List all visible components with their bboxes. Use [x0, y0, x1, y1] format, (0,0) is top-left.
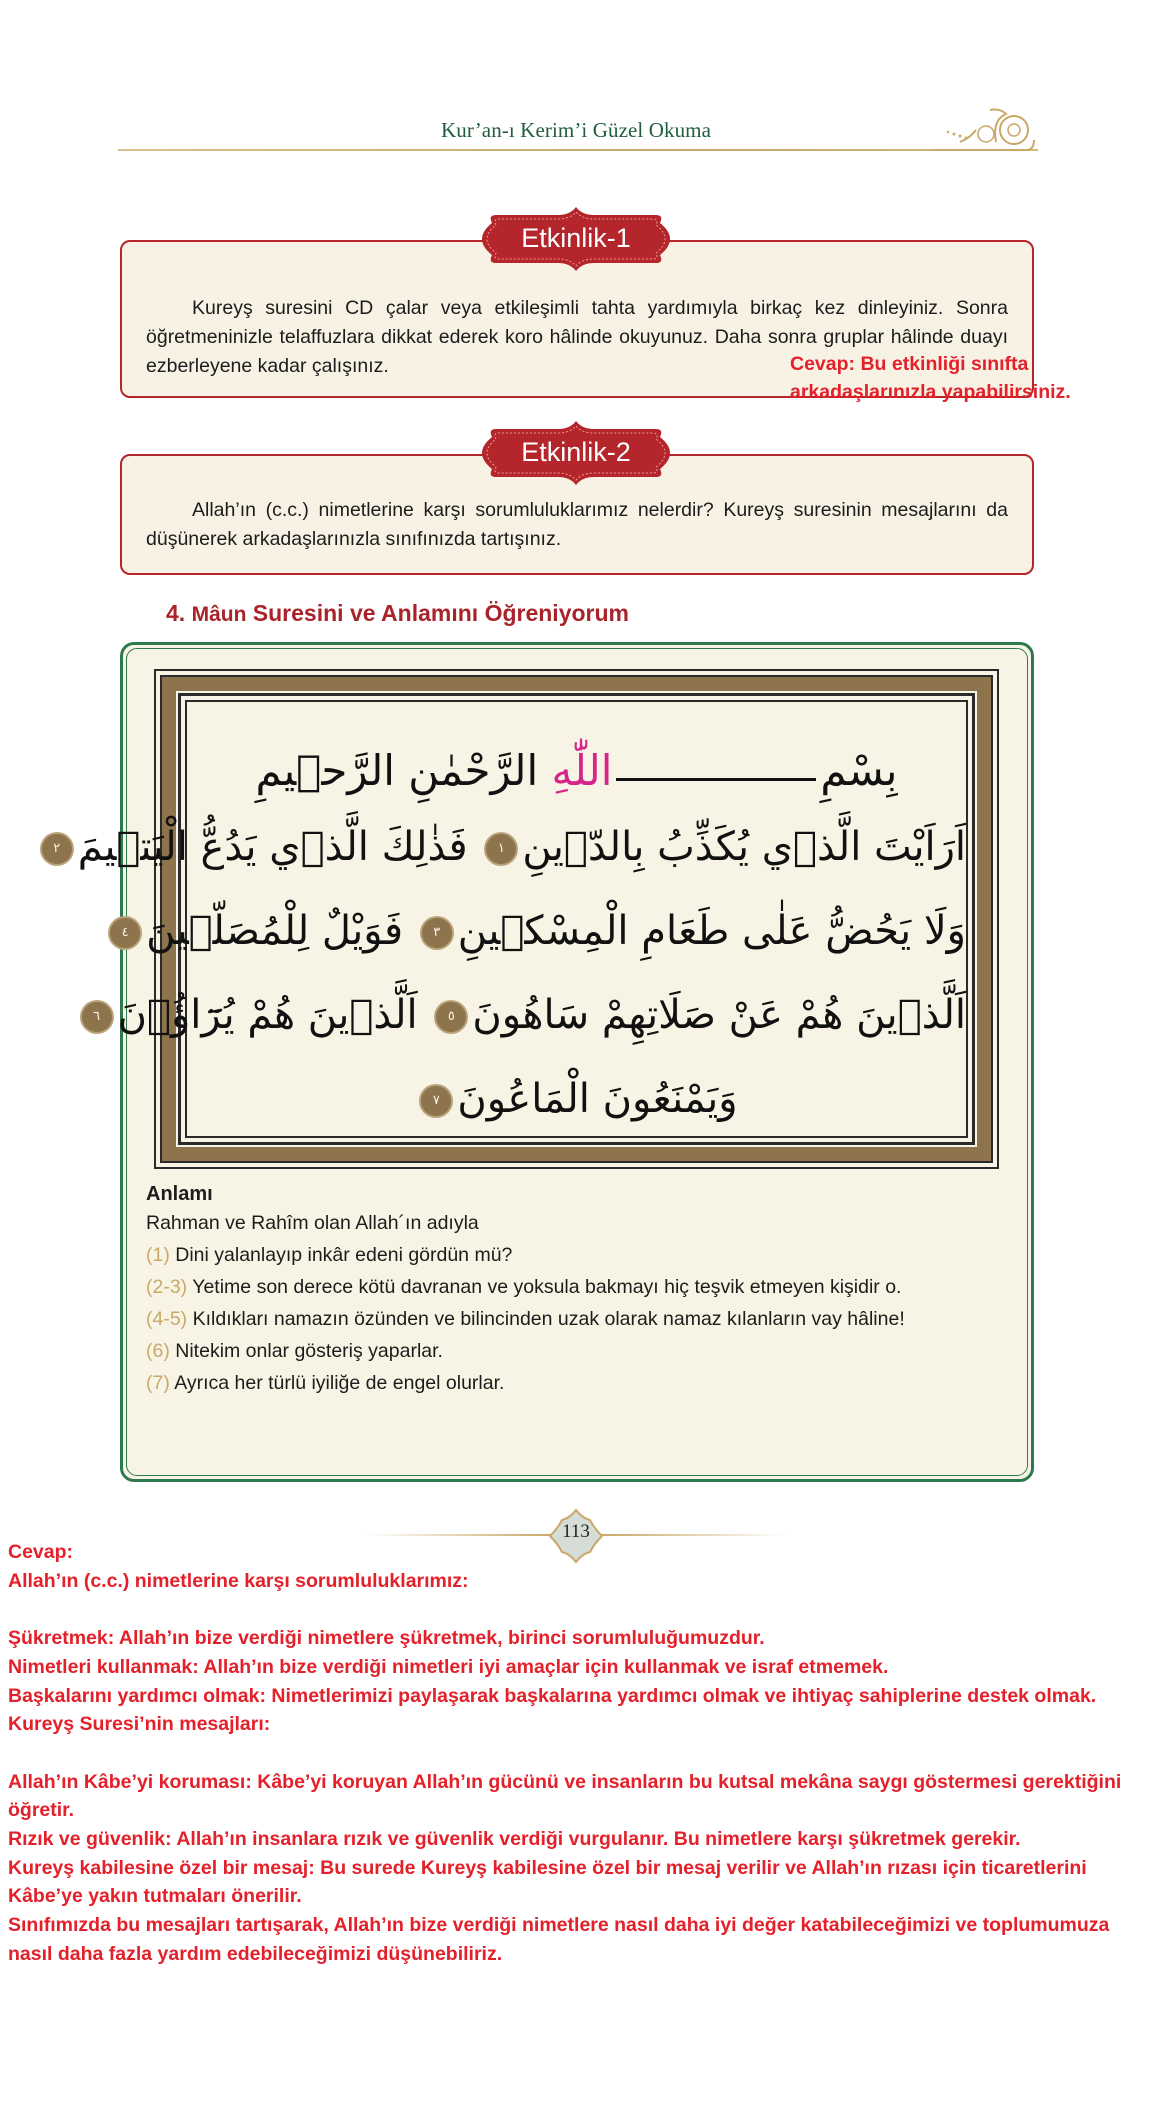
- activity-1-badge: [478, 207, 674, 271]
- floral-swirl-ornament-icon: [930, 100, 1040, 152]
- answer-block: [8, 1538, 1138, 1969]
- kashida-stroke: [616, 778, 816, 781]
- activity-1-badge-label: Etkinlik-1: [521, 223, 631, 253]
- verse-number: (4-5): [146, 1308, 188, 1330]
- meaning-item: [146, 1337, 1006, 1366]
- meaning-section: [146, 1180, 1006, 1398]
- answer-subheading: Kureyş Suresi’nin mesajları:: [8, 1713, 271, 1736]
- answer-point: Başkalarını yardımcı olmak: Nimetlerimizi paylaşarak başkalarına yardımcı olmak ve ihtiyaç sahiplerine destek olmak.: [8, 1684, 1097, 1707]
- verse-meaning: Kıldıkları namazın özünden ve bilincinden uzak olarak namaz kılanların vay hâline!: [192, 1308, 905, 1330]
- page-rule-left: [365, 1534, 551, 1536]
- verse-meaning: Nitekim onlar gösteriş yaparlar.: [175, 1340, 443, 1362]
- ayah-number-marker: ٤: [110, 918, 140, 948]
- ayah-text: فَوَيْلٌ لِلْمُصَلّ۪ينَ: [146, 908, 404, 954]
- verse-number: (6): [146, 1340, 170, 1362]
- section-heading: [166, 600, 629, 627]
- inline-answer-line-2: arkadaşlarınızla yapabilirsiniz.: [790, 381, 1071, 403]
- section-number: 4.: [166, 600, 186, 626]
- page-header-title: Kur’an-ı Kerim’i Güzel Okuma: [440, 118, 712, 142]
- answer-conclusion: Sınıfımızda bu mesajları tartışarak, Allah’ın bize verdiği nimetlere nasıl daha iyi değer katabileceğimizi ve toplumumuza nasıl daha fazla yardım edebileceğimizi düşünebiliriz.: [8, 1914, 1110, 1965]
- answer-point: Nimetleri kullanmak: Allah’ın bize verdiği nimetleri iyi amaçlar için kullanmak ve israf etmemek.: [8, 1655, 889, 1678]
- meaning-item: [146, 1369, 1006, 1398]
- ayah-number-marker: ٣: [422, 918, 452, 948]
- spacer: [8, 1595, 1138, 1624]
- frame-border-brown: [53, 675, 993, 1163]
- ayah-text: اَرَاَيْتَ الَّذ۪ي يُكَذِّبُ بِالدّ۪ينِ: [522, 824, 966, 870]
- quran-text-frame: [53, 669, 999, 1169]
- answer-point: Kureyş kabilesine özel bir mesaj: Bu surede Kureyş kabilesine özel bir mesaj verilir ve Allah’ın rızası için ticaretlerini Kâbe’ye yakın tutmaları önerilir.: [8, 1856, 1087, 1908]
- activity-2-text: Allah’ın (c.c.) nimetlerine karşı sorumluluklarımız nelerdir? Kureyş suresinin mesajlarını da düşünerek arkadaşlarınızla sınıfınızda tartışınız.: [146, 499, 1008, 550]
- ayah-number-marker: ٦: [82, 1002, 112, 1032]
- section-sure-name: Mâun: [191, 603, 247, 626]
- activity-1-text: Kureyş suresini CD çalar veya etkileşimli tahta yardımıyla birkaç kez dinleyiniz. Sonra öğretmeninizle telaffuzlara dikkat ederek koro hâlinde okuyunuz. Daha sonra gruplar hâlinde duayı ezberleyene kadar çalışınız.: [146, 297, 1008, 377]
- verse-number: (7): [146, 1372, 170, 1394]
- allah-word: اللّٰهِ: [551, 746, 613, 795]
- ayah-number-marker: ١: [486, 834, 516, 864]
- meaning-item: [146, 1305, 1006, 1334]
- ayah-text: اَلَّذ۪ينَ هُمْ يُرَٓاؤُ۫نَ: [117, 992, 418, 1038]
- inline-answer-line-1: Cevap: Bu etkinliği sınıfta: [790, 353, 1029, 375]
- header-rule: [118, 149, 1038, 151]
- meaning-item: [146, 1273, 1006, 1302]
- ayah-text: وَيَمْنَعُونَ الْمَاعُونَ: [457, 1076, 738, 1122]
- bismillah-start: بِسْمِ: [820, 746, 898, 795]
- verse-number: (2-3): [146, 1276, 188, 1298]
- answer-point: Rızık ve güvenlik: Allah’ın insanlara rızık ve güvenlik verdiği vurgulanır. Bu nimetlere karşı şükretmek gerekir.: [8, 1828, 1021, 1850]
- meaning-item: [146, 1241, 1006, 1270]
- spacer: [8, 1739, 1138, 1768]
- ayah-text: وَلَا يَحُضُّ عَلٰى طَعَامِ الْمِسْك۪ينِ: [457, 908, 966, 954]
- ayah-line-4: [187, 1076, 966, 1122]
- meaning-title: Anlamı: [146, 1183, 213, 1205]
- ayah-text: فَذٰلِكَ الَّذ۪ي يَدُعُّ الْيَت۪يمَ: [77, 824, 468, 870]
- ayah-text: اَلَّذ۪ينَ هُمْ عَنْ صَلَاتِهِمْ سَاهُونَ: [472, 992, 966, 1038]
- bismillah: [187, 746, 966, 795]
- meaning-intro: Rahman ve Rahîm olan Allah´ın adıyla: [146, 1212, 479, 1234]
- bismillah-end: الرَّحْمٰنِ الرَّح۪يمِ: [255, 746, 539, 795]
- page-number: 113: [562, 1521, 590, 1542]
- ayah-number-marker: ٥: [436, 1002, 466, 1032]
- section-title: Suresini ve Anlamını Öğreniyorum: [252, 600, 629, 626]
- page-rule-right: [601, 1534, 787, 1536]
- answer-title: Cevap:: [8, 1541, 74, 1563]
- activity-2-badge: [478, 421, 674, 485]
- answer-point: Allah’ın Kâbe’yi koruması: Kâbe’yi koruyan Allah’ın gücünü ve insanların bu kutsal mekâna saygı göstermesi gerektiğini öğretir.: [8, 1770, 1122, 1822]
- verse-meaning: Ayrıca her türlü iyiliğe de engel olurlar.: [174, 1372, 505, 1394]
- ayah-line-3: [93, 992, 966, 1038]
- inline-answer: [790, 350, 1071, 406]
- verse-meaning: Yetime son derece kötü davranan ve yoksula bakmayı hiç teşvik etmeyen kişidir o.: [192, 1276, 902, 1298]
- activity-2-badge-label: Etkinlik-2: [521, 437, 631, 467]
- ayah-number-marker: ٧: [421, 1086, 451, 1116]
- frame-inner-gap: [53, 696, 972, 1142]
- ayah-line-1: [53, 824, 966, 870]
- answer-subtitle: Allah’ın (c.c.) nimetlerine karşı sorumluluklarımız:: [8, 1569, 469, 1592]
- answer-point: Şükretmek: Allah’ın bize verdiği nimetlere şükretmek, birinci sorumluluğumuzdur.: [8, 1627, 765, 1650]
- frame-border-inner: [53, 691, 977, 1147]
- quran-text-area: [53, 700, 968, 1138]
- ayah-number-marker: ٢: [42, 834, 72, 864]
- verse-number: (1): [146, 1244, 170, 1266]
- ayah-line-2: [121, 908, 966, 954]
- verse-meaning: Dini yalanlayıp inkâr edeni gördün mü?: [175, 1244, 513, 1266]
